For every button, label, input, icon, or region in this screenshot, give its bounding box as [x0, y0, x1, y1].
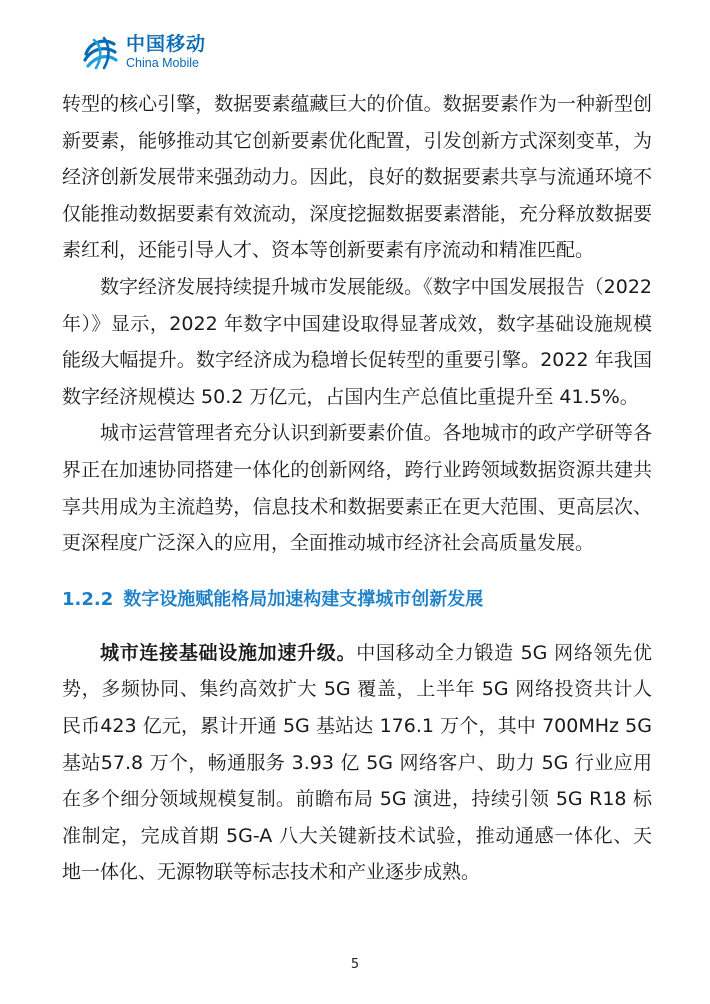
paragraph-data-elements: 转型的核心引擎，数据要素蕴藏巨大的价值。数据要素作为一种新型创新要素，能够推动其它创新要素优化配置，引发创新方式深刻变革，为经济创新发展带来强劲动力。因此，良好的数据要素共享与流通环境不仅能推动数据要素有效流动，深度挖掘数据要素潜能，充分释放数据要素红利，还能引导人才、资本等创新要素有序流动和精准匹配。: [62, 93, 652, 262]
section-number: 1.2.2: [62, 588, 114, 610]
china-mobile-logo: [80, 30, 206, 74]
paragraph-digital-economy: 数字经济发展持续提升城市发展能级。《数字中国发展报告（2022年）》显示，2022 年数字中国建设取得显著成效，数字基础设施规模能级大幅提升。数字经济成为稳增长促转型的重要引擎。2022 年我国数字经济规模达 50.2 万亿元，占国内生产总值比重提升至 41.5%。: [62, 275, 652, 408]
logo-chinese-name: 中国移动: [126, 32, 207, 55]
paragraph-lead-bold: 城市连接基础设施加速升级。: [100, 641, 357, 664]
page-number: 5: [350, 957, 360, 972]
paragraph-5g-text: 中国移动全力锻造 5G 网络领先优势，多频协同、集约高效扩大 5G 覆盖，上半年 5G 网络投资共计人民币423 亿元，累计开通 5G 基站达 176.1 万个，其中 700MHz 5G 基站57.8 万个，畅通服务 3.93 亿 5G 网络客户、助力 5G 行业应用在多个细分领域规模复制。前瞻布局 5G 演进，持续引领 5G R18 标准制定，完成首期 5G-A 八大关键新技术试验，推动通感一体化、天地一体化、无源物联等标志技术和产业逐步成熟。: [62, 641, 652, 884]
paragraph-city-operators: 城市运营管理者充分认识到新要素价值。各地城市的政产学研等各界正在加速协同搭建一体化的创新网络，跨行业跨领域数据资源共建共享共用成为主流趋势，信息技术和数据要素正在更大范围、更高层次、更深程度广泛深入的应用，全面推动城市经济社会高质量发展。: [62, 422, 652, 555]
section-title: 数字设施赋能格局加速构建支撑城市创新发展: [123, 588, 484, 610]
paragraph-5g-infrastructure: [62, 635, 652, 891]
document-body: [62, 86, 652, 891]
section-heading: [62, 585, 652, 615]
logo-english-name: China Mobile: [126, 55, 199, 70]
china-mobile-emblem-icon: [80, 32, 120, 72]
